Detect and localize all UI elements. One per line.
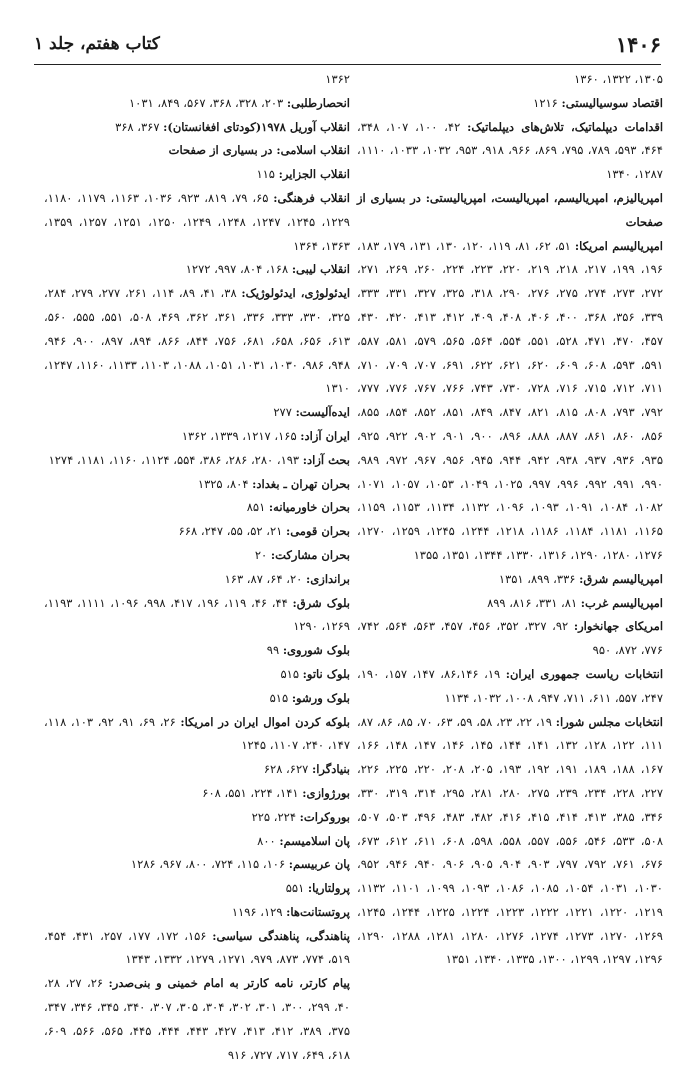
index-page-refs: ۵۵۱ — [285, 881, 305, 896]
index-term: ایده‌آلیست: — [295, 405, 350, 420]
index-term: پرولتاریا: — [307, 881, 350, 896]
index-page-refs: ۱۹، ۲۲، ۲۳، ۵۸، ۵۹، ۶۳، ۷۰، ۸۵، ۸۶، ۸۷، ۱۱۱، ۱۲۲، ۱۲۸، ۱۳۲، ۱۴۱، ۱۴۴، ۱۴۵، ۱۴۶، ۱۴۷، ۱۴۸، ۱۶۶، ۱۶۷، ۱۸۸، ۱۸۹، ۱۹۱، ۱۹۲، ۱۹۳، ۲۰۵، ۲۰۸، ۲۲۰، ۲۲۵، ۲۲۶، ۲۲۷، ۲۲۸، ۲۳۴، ۲۳۹، ۲۷۵، ۲۸۰، ۲۸۱، ۲۹۵، ۳۱۴، ۳۱۹، ۳۳۰، ۳۴۶، ۳۸۵، ۴۱۳، ۴۱۴، ۴۱۵، ۴۱۶، ۴۸۲، ۴۸۳، ۴۹۶، ۵۰۳، ۵۰۷، ۵۰۸، ۵۳۳، ۵۴۶، ۵۵۶، ۵۵۷، ۵۵۸، ۵۹۸، ۶۰۸، ۶۱۱، ۶۱۲، ۶۷۳، ۶۷۶، ۷۶۱، ۷۹۲، ۷۹۷، ۹۰۳، ۹۰۴، ۹۰۵، ۹۰۶، ۹۴۰، ۹۴۶، ۹۵۲، ۱۰۳۰، ۱۰۳۱، ۱۰۵۴، ۱۰۸۵، ۱۰۸۶، ۱۰۹۳، ۱۰۹۹، ۱۱۰۱، ۱۱۳۲، ۱۲۱۹، ۱۲۲۰، ۱۲۲۱، ۱۲۲۲، ۱۲۲۳، ۱۲۲۴، ۱۲۲۵، ۱۲۴۴، ۱۲۴۵، ۱۲۶۹، ۱۲۷۰، ۱۲۷۳، ۱۲۷۴، ۱۲۷۶، ۱۲۸۰، ۱۲۸۱، ۱۲۸۸، ۱۲۹۰، ۱۲۹۶، ۱۲۹۷، ۱۲۹۹، ۱۳۰۰، ۱۳۳۵، ۱۳۴۰، ۱۳۵۱ — [357, 714, 663, 967]
index-page-refs: ۸۰۴، ۱۳۲۵ — [197, 476, 249, 491]
index-column-right — [357, 68, 663, 972]
index-entry — [44, 187, 350, 258]
index-term: بحران تهران ـ بغداد: — [252, 476, 350, 491]
index-entry — [44, 116, 350, 140]
index-term: پان عربیسم: — [288, 857, 350, 872]
index-entry — [44, 925, 350, 973]
index-page-refs: ۶۲۷، ۶۲۸ — [263, 762, 309, 777]
index-page-refs: ۱۶۸، ۸۰۴، ۹۹۷، ۱۲۷۲ — [185, 262, 289, 277]
index-entry — [44, 496, 350, 520]
index-term: بلوک ناتو: — [302, 666, 350, 681]
index-page-refs: ۲۶، ۶۹، ۹۱، ۹۲، ۱۰۳، ۱۱۸، ۱۴۷، ۲۴۰، ۱۱۰۷، ۱۲۴۵ — [44, 714, 350, 753]
index-entry — [357, 187, 663, 235]
index-entry — [44, 972, 350, 1067]
index-entry — [44, 592, 350, 640]
index-entry — [44, 544, 350, 568]
index-term: براندازی: — [306, 571, 350, 586]
index-term: بلوک ورشو: — [291, 690, 350, 705]
index-term: پان اسلامیسم: — [279, 833, 350, 848]
index-page-refs: ۱۱۵ — [256, 167, 275, 182]
index-entry — [44, 68, 350, 92]
page-number: ۱۴۰۶ — [615, 32, 661, 57]
index-term: پیام کارتر، نامه کارتر به امام خمینی و بنی‌صدر: — [108, 976, 351, 991]
index-entry — [357, 568, 663, 592]
index-entry — [357, 68, 663, 92]
index-term: امریکای جهانخوار: — [573, 619, 664, 634]
index-entry — [44, 258, 350, 282]
index-term: بحران مشارکت: — [270, 547, 350, 562]
index-entry — [44, 663, 350, 687]
index-term: پناهندگی، پناهندگی سیاسی: — [212, 928, 350, 943]
index-page-refs: ۸۵۱ — [246, 500, 266, 515]
index-term: بورژوازی: — [302, 785, 350, 800]
index-page-refs: ۲۰، ۶۴، ۸۷، ۱۶۳ — [224, 571, 303, 586]
index-page-refs: ۱۳۰۵، ۱۳۲۲، ۱۳۶۰ — [574, 72, 663, 86]
index-page-refs: ۹۲، ۳۲۷، ۳۵۲، ۴۵۶، ۴۵۷، ۵۶۳، ۵۶۴، ۷۴۲، ۷۷۶، ۸۷۲، ۹۵۰ — [357, 619, 663, 658]
index-term: امپریالیسم امریکا: — [574, 238, 663, 253]
index-entry — [44, 139, 350, 163]
index-entry — [44, 92, 350, 116]
index-entry — [44, 830, 350, 854]
index-entry — [357, 116, 663, 187]
index-entry — [44, 711, 350, 759]
index-term: امپریالیسم شرق: — [579, 571, 663, 586]
index-term: امپریالیسم غرب: — [580, 595, 663, 610]
index-term: انقلاب لیبی: — [291, 262, 350, 277]
index-page-refs: ۱۴۱، ۲۲۴، ۵۵۱، ۶۰۸ — [202, 785, 299, 800]
index-entry — [44, 877, 350, 901]
index-page-refs: ۲۱، ۵۲، ۵۵، ۲۴۷، ۶۶۸ — [178, 524, 283, 539]
index-entry — [44, 282, 350, 401]
index-term: انتخابات ریاست جمهوری ایران: — [505, 666, 664, 681]
index-entry — [357, 615, 663, 663]
index-page-refs: ۱۰۶، ۱۱۵، ۷۲۴، ۸۰۰، ۹۶۷، ۱۲۸۶ — [130, 857, 286, 872]
index-page-refs: ۹۹ — [266, 643, 280, 658]
index-entry — [44, 401, 350, 425]
index-term: بحران خاورمیانه: — [268, 500, 350, 515]
index-entry — [44, 639, 350, 663]
index-entry — [357, 711, 663, 973]
index-term: بوروکرات: — [299, 809, 350, 824]
index-term: ایران آزاد: — [300, 428, 350, 443]
index-page-refs: ۱۹، ۸۶،۱۴۶، ۱۴۷، ۱۵۷، ۱۹۰، ۲۴۷، ۵۵۷، ۶۱۱، ۷۱۱، ۹۴۷، ۱۰۰۸، ۱۰۳۲، ۱۱۳۴ — [357, 666, 663, 705]
index-page-refs: ۴۴، ۴۶، ۱۱۹، ۱۹۶، ۴۱۷، ۹۹۸، ۱۰۹۶، ۱۱۱۱، ۱۱۹۳، ۱۲۶۹، ۱۲۹۰ — [44, 595, 350, 634]
index-entry — [44, 758, 350, 782]
book-title: کتاب هفتم، جلد ۱ — [34, 34, 160, 54]
index-term: اقدامات دیپلماتیک، تلاش‌های دیپلماتیک: — [467, 119, 664, 134]
page-header — [34, 30, 661, 65]
index-page-refs: ۳۶۷، ۳۶۸ — [115, 119, 160, 134]
index-term: امپریالیزم، امپریالیسم، امپریالیست، امپریالیستی: در بسیاری از صفحات — [357, 190, 663, 229]
index-page-refs: ۲۲۴، ۲۲۵ — [251, 809, 296, 824]
index-page-refs: ۱۲۱۶ — [533, 95, 558, 110]
index-entry — [357, 592, 663, 616]
index-page-refs: ۴۲، ۱۰۰، ۱۰۷، ۳۴۸، ۴۶۴، ۵۹۳، ۷۸۹، ۷۹۵، ۸۶۹، ۹۶۶، ۹۱۸، ۹۵۳، ۱۰۳۲، ۱۰۳۳، ۱۱۱۰، ۱۲۸۷، ۱۳۴۰ — [357, 119, 663, 182]
index-entry — [44, 425, 350, 449]
index-entry — [44, 687, 350, 711]
index-page-refs: ۱۳۶۲ — [325, 72, 350, 86]
index-term: بلوک شرق: — [292, 595, 350, 610]
index-term: پروتستانت‌ها: — [286, 904, 350, 919]
index-page-refs: ۲۰ — [254, 547, 268, 562]
index-entry — [357, 92, 663, 116]
index-term: انقلاب آوریل ۱۹۷۸(کودتای افغانستان): — [163, 119, 350, 134]
index-term: انقلاب الجزایر: — [278, 167, 350, 182]
index-term: انتخابات مجلس شورا: — [555, 714, 663, 729]
index-term: بلوکه کردن اموال ایران در امریکا: — [180, 714, 350, 729]
index-entry — [44, 163, 350, 187]
index-term: بحران قومی: — [285, 524, 350, 539]
index-page-refs: ۲۷۷ — [273, 405, 292, 420]
index-entry — [44, 520, 350, 544]
index-page-refs: ۸۱، ۳۳۱، ۸۱۶، ۸۹۹ — [487, 595, 578, 610]
index-column-left — [44, 68, 350, 1067]
index-term: ایدئولوژی، ایدئولوژیک: — [241, 286, 351, 301]
index-entry — [44, 473, 350, 497]
index-term: بلوک شوروی: — [282, 643, 350, 658]
index-term: بحث آزاد: — [302, 452, 350, 467]
index-page-refs: ۸۰۰ — [257, 833, 276, 848]
index-page-refs: ۱۹۳، ۲۸۰، ۲۸۶، ۳۸۶، ۵۵۴، ۱۱۲۴، ۱۱۶۰، ۱۱۸۱، ۱۲۷۴ — [48, 452, 300, 467]
index-page-refs: ۱۲۹، ۱۱۹۶ — [231, 904, 283, 919]
index-page-refs: ۲۶، ۲۷، ۲۸، ۴۰، ۲۹۹، ۳۰۰، ۳۰۱، ۳۰۲، ۳۰۴، ۳۰۵، ۳۰۷، ۳۴۰، ۳۴۵، ۳۴۶، ۳۴۷، ۳۷۵، ۳۸۹، ۴۱۲، ۴۱۳، ۴۲۷، ۴۴۳، ۴۴۴، ۴۴۵، ۵۶۵، ۵۶۶، ۶۰۹، ۶۱۸، ۶۴۹، ۷۱۷، ۷۲۷، ۹۱۶ — [44, 976, 351, 1062]
index-entry — [44, 901, 350, 925]
index-page-refs: ۵۱۵ — [269, 690, 289, 705]
index-term: انقلاب فرهنگی: — [273, 190, 350, 205]
index-page-refs: ۱۶۵، ۱۲۱۷، ۱۳۳۹، ۱۳۶۲ — [181, 428, 297, 443]
index-term: اقتصاد سوسیالیستی: — [561, 95, 663, 110]
index-page-refs: ۶۵، ۷۹، ۸۱۹، ۹۲۳، ۱۰۳۶، ۱۱۶۳، ۱۱۷۹، ۱۱۸۰، ۱۲۲۹، ۱۲۴۵، ۱۲۴۷، ۱۲۴۸، ۱۲۴۹، ۱۲۵۰، ۱۲۵۱، ۱۲۵۷، ۱۳۵۹، ۱۳۶۳، ۱۳۶۴ — [44, 190, 350, 253]
index-entry — [44, 449, 350, 473]
index-page-refs: ۳۳۶، ۸۹۹، ۱۳۵۱ — [498, 571, 576, 586]
index-page-refs: ۲۰۳، ۳۲۸، ۳۶۸، ۵۶۷، ۸۴۹، ۱۰۳۱ — [128, 95, 284, 110]
index-page-refs: ۵۱۵ — [280, 666, 299, 681]
index-entry — [357, 235, 663, 568]
index-entry — [44, 568, 350, 592]
index-page-refs: ۱۵۶، ۱۷۲، ۱۷۷، ۲۵۷، ۴۳۱، ۴۵۴، ۵۱۹، ۷۷۴، ۸۷۳، ۹۷۹، ۱۲۷۱، ۱۲۷۹، ۱۳۳۲، ۱۳۴۳ — [44, 928, 350, 967]
index-term: بنیادگرا: — [311, 762, 350, 777]
index-page-refs: ۳۸، ۴۱، ۸۹، ۱۱۴، ۲۶۱، ۲۷۷، ۲۷۹، ۲۸۴، ۳۲۵، ۳۳۰، ۳۳۳، ۳۳۶، ۳۶۱، ۳۶۲، ۴۶۹، ۵۰۸، ۵۵۱، ۵۵۵، ۵۶۰، ۶۱۳، ۶۵۶، ۶۵۸، ۶۸۱، ۷۵۶، ۸۴۴، ۸۶۶، ۸۹۴، ۸۹۷، ۹۰۰، ۹۴۶، ۹۴۸، ۹۸۶، ۱۰۳۰، ۱۰۳۱، ۱۰۵۱، ۱۰۸۸، ۱۱۰۳، ۱۱۳۳، ۱۱۶۰، ۱۲۴۷، ۱۳۱۰ — [44, 286, 351, 396]
index-term: انقلاب اسلامی: در بسیاری از صفحات — [168, 143, 350, 158]
index-entry — [357, 663, 663, 711]
index-entry — [44, 853, 350, 877]
index-term: انحصارطلبی: — [286, 95, 350, 110]
index-entry — [44, 806, 350, 830]
index-page-refs: ۵۱، ۶۲، ۸۱، ۱۱۹، ۱۲۰، ۱۳۰، ۱۳۱، ۱۷۹، ۱۸۳، ۱۹۶، ۱۹۹، ۲۱۷، ۲۱۸، ۲۱۹، ۲۲۰، ۲۲۳، ۲۲۴، ۲۶۰، ۲۶۹، ۲۷۱، ۲۷۲، ۲۷۳، ۲۷۴، ۲۷۵، ۲۷۶، ۲۹۰، ۳۱۸، ۳۲۵، ۳۲۷، ۳۳۱، ۳۳۳، ۳۳۹، ۳۵۶، ۳۶۸، ۴۰۰، ۴۰۶، ۴۰۸، ۴۰۹، ۴۱۲، ۴۱۳، ۴۲۰، ۴۳۰، ۴۵۷، ۴۷۰، ۴۷۱، ۵۲۸، ۵۵۱، ۵۵۴، ۵۶۴، ۵۶۵، ۵۷۹، ۵۸۱، ۵۸۷، ۵۹۱، ۵۹۳، ۶۰۸، ۶۰۹، ۶۲۰، ۶۲۱، ۶۲۲، ۶۹۱، ۷۰۷، ۷۰۹، ۷۱۰، ۷۱۱، ۷۱۲، ۷۱۵، ۷۱۶، ۷۲۸، ۷۳۰، ۷۴۳، ۷۶۶، ۷۶۷، ۷۷۶، ۷۷۷، ۷۹۲، ۷۹۳، ۸۰۸، ۸۱۵، ۸۲۱، ۸۴۷، ۸۴۹، ۸۵۱، ۸۵۲، ۸۵۴، ۸۵۵، ۸۵۶، ۸۶۰، ۸۶۱، ۸۸۷، ۸۸۸، ۸۹۶، ۹۰۰، ۹۰۱، ۹۰۲، ۹۲۲، ۹۲۵، ۹۳۵، ۹۳۶، ۹۳۷، ۹۳۸، ۹۴۲، ۹۴۴، ۹۴۵، ۹۵۶، ۹۶۷، ۹۷۲، ۹۸۹، ۹۹۰، ۹۹۱، ۹۹۲، ۹۹۶، ۹۹۷، ۱۰۲۵، ۱۰۴۹، ۱۰۵۳، ۱۰۵۷، ۱۰۷۱، ۱۰۸۲، ۱۰۸۴، ۱۰۹۱، ۱۰۹۳، ۱۰۹۶، ۱۱۳۲، ۱۱۳۴، ۱۱۵۳، ۱۱۵۹، ۱۱۶۵، ۱۱۸۱، ۱۱۸۴، ۱۱۸۶، ۱۲۱۸، ۱۲۴۴، ۱۲۴۵، ۱۲۵۹، ۱۲۷۰، ۱۲۷۶، ۱۲۸۰، ۱۲۹۰، ۱۳۱۶، ۱۳۳۰، ۱۳۴۴، ۱۳۵۱، ۱۳۵۵ — [357, 238, 664, 562]
index-entry — [44, 782, 350, 806]
